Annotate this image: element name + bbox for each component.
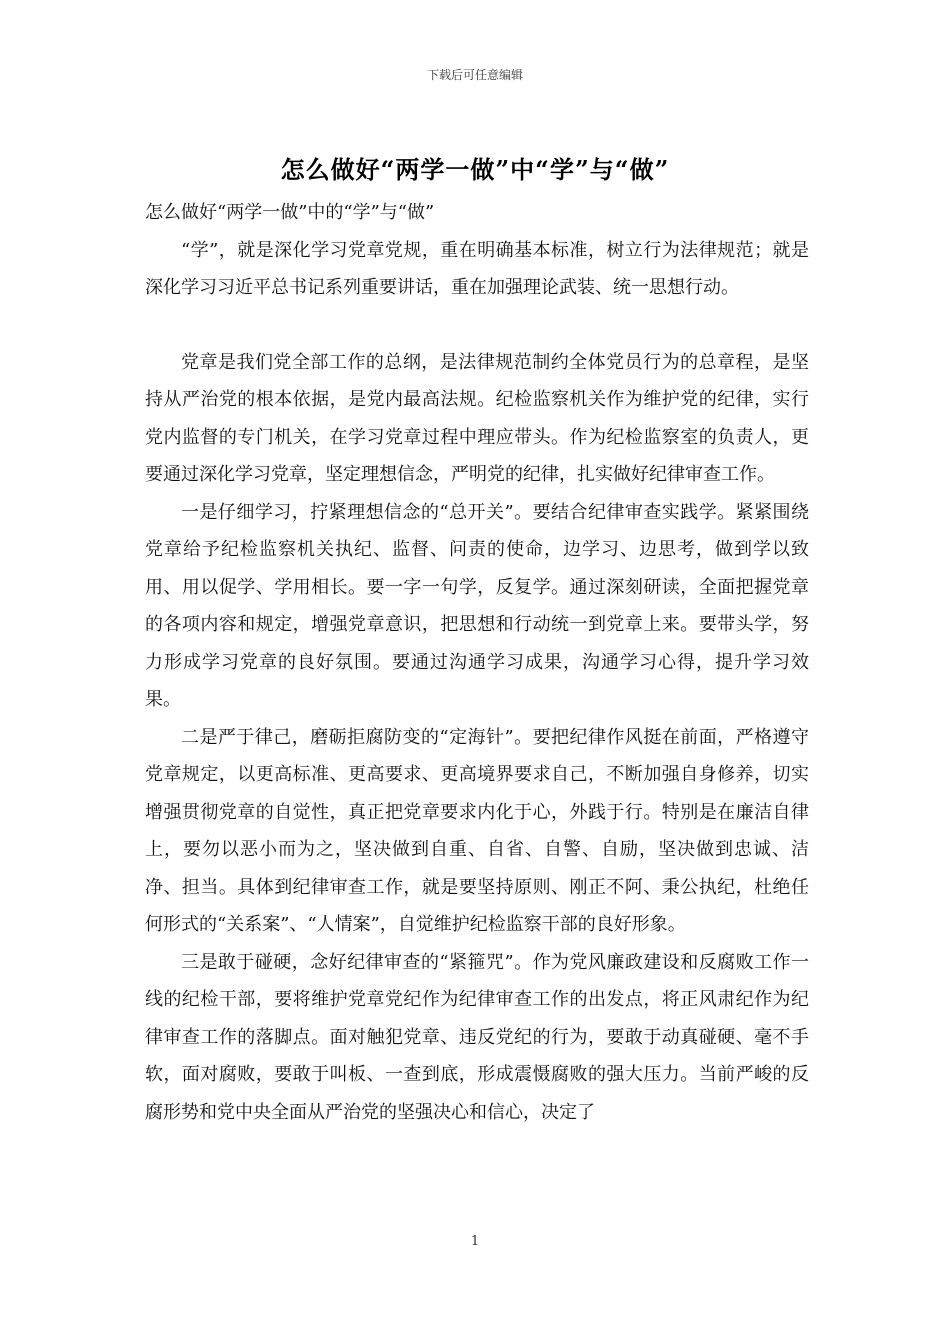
- document-title: 怎么做好“两学一做”中“学”与“做”: [280, 155, 670, 184]
- paragraph-spacer: [145, 307, 809, 344]
- paragraph-intro: “学”，就是深化学习党章党规，重在明确基本标准，树立行为法律规范；就是深化学习习近平总书记系列重要讲话，重在加强理论武装、统一思想行动。: [145, 239, 809, 298]
- document-subtitle: 怎么做好“两学一做”中的“学”与“做”: [145, 202, 435, 223]
- paragraph-point-three: 三是敢于碰硬，念好纪律审查的“紧箍咒”。作为党风廉政建设和反腐败工作一线的纪检干部，要将维护党章党纪作为纪律审查工作的出发点，将正风肃纪作为纪律审查工作的落脚点。面对触犯党章、违反党纪的行为，要敢于动真碰硬、毫不手软，面对腐败，要敢于叫板、一查到底，形成震慑腐败的强大压力。当前严峻的反腐形势和党中央全面从严治党的坚强决心和信心，决定了: [145, 951, 809, 1123]
- paragraph-point-one: 一是仔细学习，拧紧理想信念的“总开关”。要结合纪律审查实践学。紧紧围绕党章给予纪检监察机关执纪、监督、问责的使命，边学习、边思考，做到学以致用、用以促学、学用相长。要一字一句学，反复学。通过深刻研读，全面把握党章的各项内容和规定，增强党章意识，把思想和行动统一到党章上来。要带头学，努力形成学习党章的良好氛围。要通过沟通学习成果，沟通学习心得，提升学习效果。: [145, 501, 809, 710]
- page-number: 1: [470, 1234, 480, 1249]
- page-header-note: 下载后可任意编辑: [426, 68, 523, 82]
- paragraph-point-two: 二是严于律己，磨砺拒腐防变的“定海针”。要把纪律作风挺在前面，严格遵守党章规定，以更高标准、更高要求、更高境界要求自己，不断加强自身修养，切实增强贯彻党章的自觉性，真正把党章要求内化于心，外践于行。特别是在廉洁自律上，要勿以恶小而为之，坚决做到自重、自省、自警、自励，坚决做到忠诚、洁净、担当。具体到纪律审查工作，就是要坚持原则、刚正不阿、秉公执纪，杜绝任何形式的“关系案”、“人情案”，自觉维护纪检监察干部的良好形象。: [145, 726, 809, 935]
- document-body: [145, 194, 809, 1131]
- paragraph-party-constitution: 党章是我们党全部工作的总纲，是法律规范制约全体党员行为的总章程，是坚持从严治党的根本依据，是党内最高法规。纪检监察机关作为维护党的纪律，实行党内监督的专门机关，在学习党章过程中理应带头。作为纪检监察室的负责人，更要通过深化学习党章，坚定理想信念，严明党的纪律，扎实做好纪律审查工作。: [145, 351, 809, 485]
